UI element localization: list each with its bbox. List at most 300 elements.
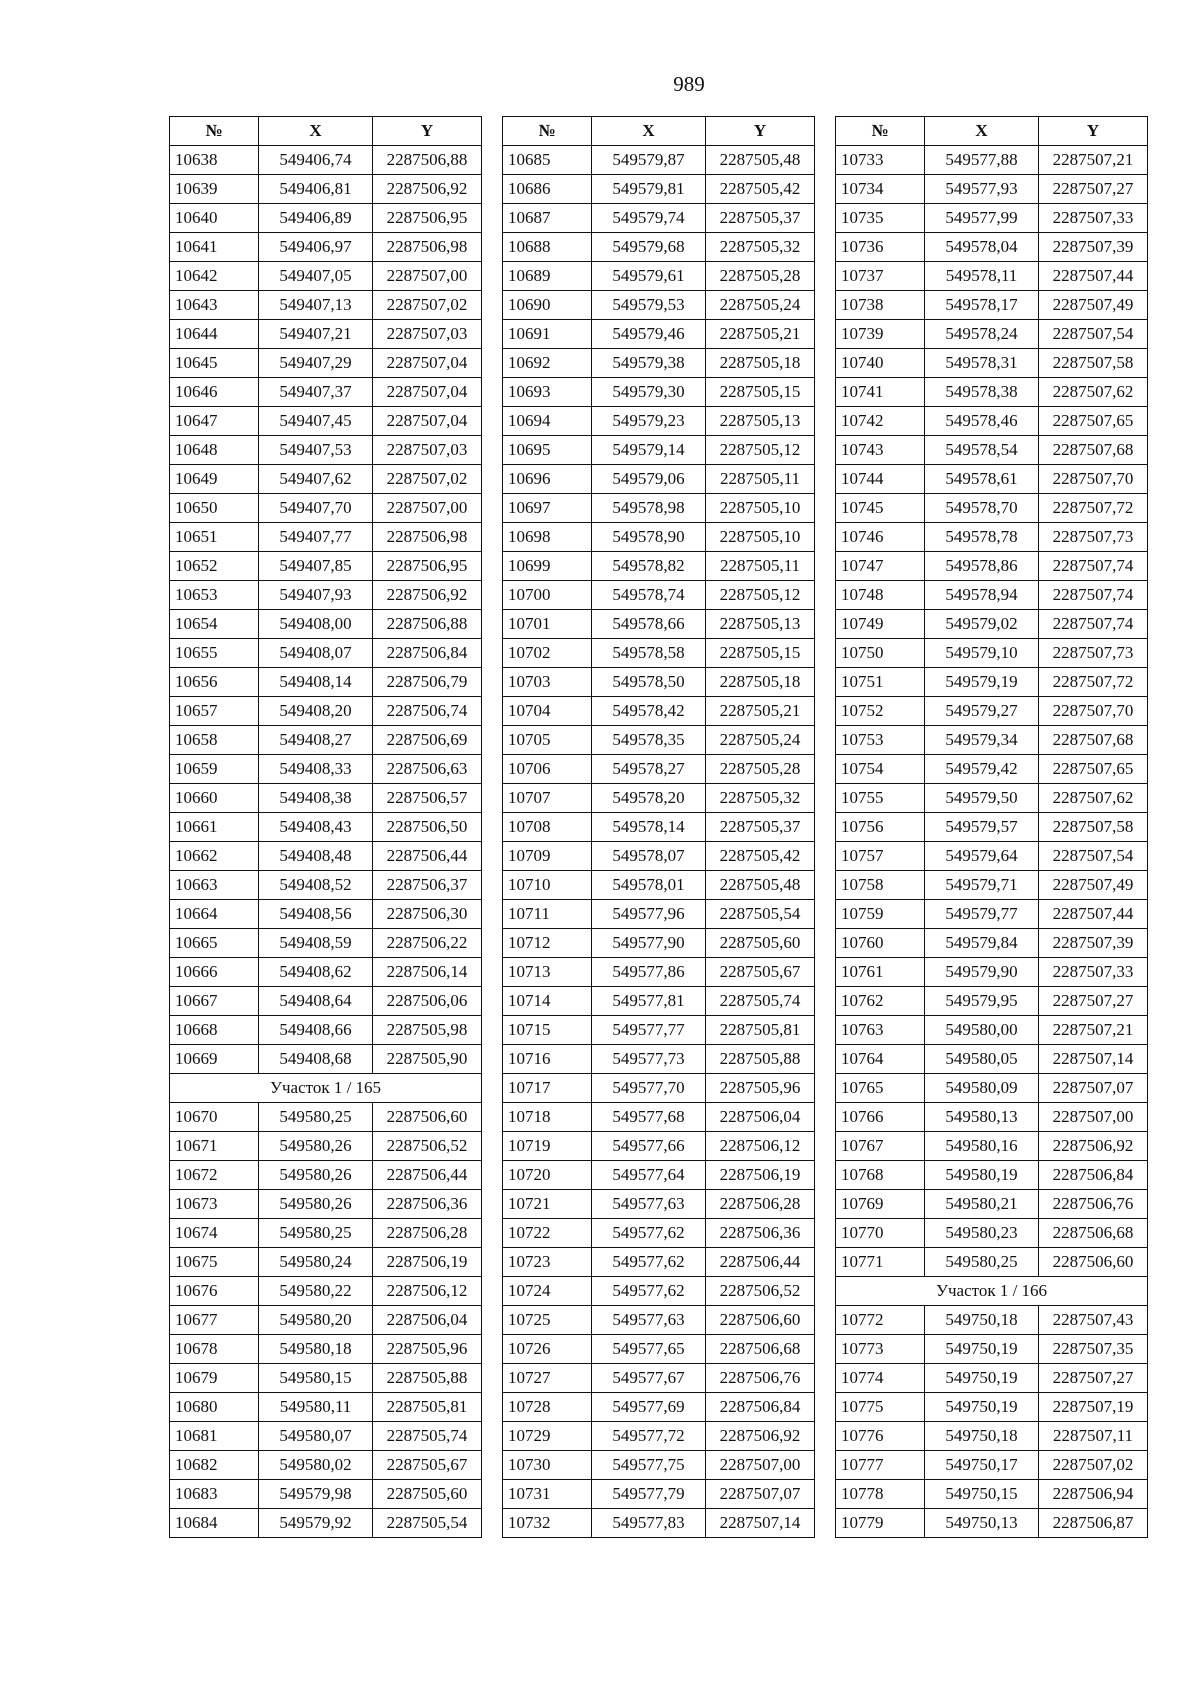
table-row — [836, 842, 1148, 871]
y-coordinate: 2287506,60 — [706, 1306, 815, 1335]
table-row — [170, 204, 482, 233]
header-y: Y — [706, 117, 815, 146]
y-coordinate: 2287506,88 — [373, 610, 482, 639]
table-row — [170, 407, 482, 436]
x-coordinate: 549578,86 — [925, 552, 1039, 581]
y-coordinate: 2287507,14 — [706, 1509, 815, 1538]
x-coordinate: 549580,25 — [259, 1103, 373, 1132]
point-number: 10643 — [170, 291, 259, 320]
table-row — [503, 378, 815, 407]
point-number: 10663 — [170, 871, 259, 900]
x-coordinate: 549407,70 — [259, 494, 373, 523]
table-row — [170, 291, 482, 320]
point-number: 10723 — [503, 1248, 592, 1277]
x-coordinate: 549578,01 — [592, 871, 706, 900]
y-coordinate: 2287506,19 — [373, 1248, 482, 1277]
x-coordinate: 549579,19 — [925, 668, 1039, 697]
table-row — [170, 523, 482, 552]
point-number: 10761 — [836, 958, 925, 987]
x-coordinate: 549408,68 — [259, 1045, 373, 1074]
point-number: 10776 — [836, 1422, 925, 1451]
table-row — [503, 1364, 815, 1393]
x-coordinate: 549580,26 — [259, 1161, 373, 1190]
x-coordinate: 549580,15 — [259, 1364, 373, 1393]
table-row — [836, 262, 1148, 291]
y-coordinate: 2287505,12 — [706, 581, 815, 610]
table-row — [836, 1016, 1148, 1045]
point-number: 10667 — [170, 987, 259, 1016]
y-coordinate: 2287506,06 — [373, 987, 482, 1016]
x-coordinate: 549577,86 — [592, 958, 706, 987]
y-coordinate: 2287506,52 — [373, 1132, 482, 1161]
y-coordinate: 2287507,74 — [1039, 552, 1148, 581]
table-row — [503, 1045, 815, 1074]
x-coordinate: 549408,43 — [259, 813, 373, 842]
table-row — [503, 494, 815, 523]
y-coordinate: 2287506,57 — [373, 784, 482, 813]
x-coordinate: 549407,29 — [259, 349, 373, 378]
y-coordinate: 2287506,12 — [706, 1132, 815, 1161]
x-coordinate: 549578,54 — [925, 436, 1039, 465]
y-coordinate: 2287506,52 — [706, 1277, 815, 1306]
x-coordinate: 549580,26 — [259, 1132, 373, 1161]
point-number: 10707 — [503, 784, 592, 813]
point-number: 10647 — [170, 407, 259, 436]
y-coordinate: 2287507,27 — [1039, 987, 1148, 1016]
x-coordinate: 549579,38 — [592, 349, 706, 378]
point-number: 10758 — [836, 871, 925, 900]
x-coordinate: 549407,45 — [259, 407, 373, 436]
x-coordinate: 549750,13 — [925, 1509, 1039, 1538]
table-header-row — [170, 117, 482, 146]
point-number: 10724 — [503, 1277, 592, 1306]
y-coordinate: 2287505,67 — [373, 1451, 482, 1480]
y-coordinate: 2287506,04 — [373, 1306, 482, 1335]
y-coordinate: 2287507,04 — [373, 407, 482, 436]
x-coordinate: 549577,62 — [592, 1248, 706, 1277]
x-coordinate: 549578,14 — [592, 813, 706, 842]
point-number: 10718 — [503, 1103, 592, 1132]
table-row — [836, 1393, 1148, 1422]
x-coordinate: 549750,19 — [925, 1364, 1039, 1393]
x-coordinate: 549578,20 — [592, 784, 706, 813]
point-number: 10675 — [170, 1248, 259, 1277]
y-coordinate: 2287507,33 — [1039, 204, 1148, 233]
y-coordinate: 2287505,48 — [706, 871, 815, 900]
y-coordinate: 2287506,60 — [1039, 1248, 1148, 1277]
x-coordinate: 549578,31 — [925, 349, 1039, 378]
y-coordinate: 2287506,79 — [373, 668, 482, 697]
y-coordinate: 2287506,84 — [1039, 1161, 1148, 1190]
point-number: 10725 — [503, 1306, 592, 1335]
table-row — [836, 1132, 1148, 1161]
point-number: 10751 — [836, 668, 925, 697]
x-coordinate: 549579,74 — [592, 204, 706, 233]
x-coordinate: 549580,25 — [925, 1248, 1039, 1277]
point-number: 10760 — [836, 929, 925, 958]
x-coordinate: 549578,38 — [925, 378, 1039, 407]
table-row — [503, 639, 815, 668]
table-row — [170, 1277, 482, 1306]
y-coordinate: 2287507,11 — [1039, 1422, 1148, 1451]
x-coordinate: 549578,24 — [925, 320, 1039, 349]
point-number: 10699 — [503, 552, 592, 581]
point-number: 10757 — [836, 842, 925, 871]
table-row — [503, 1219, 815, 1248]
point-number: 10688 — [503, 233, 592, 262]
x-coordinate: 549579,90 — [925, 958, 1039, 987]
table-row — [503, 1335, 815, 1364]
table-row — [503, 842, 815, 871]
point-number: 10719 — [503, 1132, 592, 1161]
x-coordinate: 549579,42 — [925, 755, 1039, 784]
y-coordinate: 2287506,36 — [706, 1219, 815, 1248]
table-row — [170, 813, 482, 842]
point-number: 10659 — [170, 755, 259, 784]
point-number: 10671 — [170, 1132, 259, 1161]
x-coordinate: 549408,14 — [259, 668, 373, 697]
y-coordinate: 2287506,92 — [373, 581, 482, 610]
table-header-row — [503, 117, 815, 146]
y-coordinate: 2287506,28 — [706, 1190, 815, 1219]
y-coordinate: 2287505,96 — [706, 1074, 815, 1103]
table-row — [503, 929, 815, 958]
table-row — [836, 494, 1148, 523]
y-coordinate: 2287505,96 — [373, 1335, 482, 1364]
x-coordinate: 549580,09 — [925, 1074, 1039, 1103]
table-row — [836, 610, 1148, 639]
x-coordinate: 549579,81 — [592, 175, 706, 204]
x-coordinate: 549580,07 — [259, 1422, 373, 1451]
point-number: 10661 — [170, 813, 259, 842]
header-number: № — [503, 117, 592, 146]
point-number: 10674 — [170, 1219, 259, 1248]
table-row — [503, 581, 815, 610]
y-coordinate: 2287505,24 — [706, 726, 815, 755]
table-row — [170, 842, 482, 871]
table-row — [503, 1509, 815, 1538]
x-coordinate: 549577,63 — [592, 1190, 706, 1219]
x-coordinate: 549578,78 — [925, 523, 1039, 552]
x-coordinate: 549750,19 — [925, 1393, 1039, 1422]
table-row — [170, 1045, 482, 1074]
y-coordinate: 2287507,44 — [1039, 262, 1148, 291]
x-coordinate: 549578,46 — [925, 407, 1039, 436]
x-coordinate: 549577,79 — [592, 1480, 706, 1509]
table-row — [170, 349, 482, 378]
y-coordinate: 2287505,18 — [706, 349, 815, 378]
point-number: 10736 — [836, 233, 925, 262]
table-row — [503, 784, 815, 813]
x-coordinate: 549579,46 — [592, 320, 706, 349]
point-number: 10711 — [503, 900, 592, 929]
x-coordinate: 549577,99 — [925, 204, 1039, 233]
point-number: 10709 — [503, 842, 592, 871]
table-row — [836, 987, 1148, 1016]
point-number: 10715 — [503, 1016, 592, 1045]
point-number: 10716 — [503, 1045, 592, 1074]
table-row — [503, 1393, 815, 1422]
x-coordinate: 549578,66 — [592, 610, 706, 639]
point-number: 10676 — [170, 1277, 259, 1306]
x-coordinate: 549577,96 — [592, 900, 706, 929]
point-number: 10754 — [836, 755, 925, 784]
point-number: 10766 — [836, 1103, 925, 1132]
x-coordinate: 549408,27 — [259, 726, 373, 755]
table-row — [836, 1103, 1148, 1132]
point-number: 10731 — [503, 1480, 592, 1509]
point-number: 10654 — [170, 610, 259, 639]
table-row — [170, 1451, 482, 1480]
y-coordinate: 2287507,02 — [373, 465, 482, 494]
x-coordinate: 549577,75 — [592, 1451, 706, 1480]
y-coordinate: 2287506,12 — [373, 1277, 482, 1306]
point-number: 10679 — [170, 1364, 259, 1393]
section-row — [836, 1277, 1148, 1306]
point-number: 10641 — [170, 233, 259, 262]
x-coordinate: 549580,25 — [259, 1219, 373, 1248]
table-row — [836, 958, 1148, 987]
y-coordinate: 2287505,15 — [706, 378, 815, 407]
point-number: 10763 — [836, 1016, 925, 1045]
y-coordinate: 2287506,04 — [706, 1103, 815, 1132]
y-coordinate: 2287507,00 — [373, 494, 482, 523]
y-coordinate: 2287506,44 — [706, 1248, 815, 1277]
y-coordinate: 2287506,60 — [373, 1103, 482, 1132]
x-coordinate: 549580,16 — [925, 1132, 1039, 1161]
x-coordinate: 549579,23 — [592, 407, 706, 436]
y-coordinate: 2287505,10 — [706, 494, 815, 523]
table-row — [836, 581, 1148, 610]
table-row — [503, 1451, 815, 1480]
x-coordinate: 549577,62 — [592, 1219, 706, 1248]
x-coordinate: 549578,50 — [592, 668, 706, 697]
y-coordinate: 2287507,03 — [373, 320, 482, 349]
y-coordinate: 2287507,58 — [1039, 349, 1148, 378]
table-row — [836, 1422, 1148, 1451]
table-row — [170, 784, 482, 813]
table-row — [170, 175, 482, 204]
point-number: 10645 — [170, 349, 259, 378]
table-row — [503, 320, 815, 349]
y-coordinate: 2287507,65 — [1039, 755, 1148, 784]
y-coordinate: 2287507,44 — [1039, 900, 1148, 929]
y-coordinate: 2287505,48 — [706, 146, 815, 175]
point-number: 10649 — [170, 465, 259, 494]
x-coordinate: 549579,34 — [925, 726, 1039, 755]
table-row — [836, 407, 1148, 436]
y-coordinate: 2287507,19 — [1039, 1393, 1148, 1422]
table-row — [836, 639, 1148, 668]
table-row — [170, 1103, 482, 1132]
y-coordinate: 2287507,14 — [1039, 1045, 1148, 1074]
x-coordinate: 549580,22 — [259, 1277, 373, 1306]
x-coordinate: 549407,77 — [259, 523, 373, 552]
x-coordinate: 549408,07 — [259, 639, 373, 668]
table-row — [836, 233, 1148, 262]
y-coordinate: 2287507,70 — [1039, 465, 1148, 494]
point-number: 10738 — [836, 291, 925, 320]
point-number: 10689 — [503, 262, 592, 291]
point-number: 10669 — [170, 1045, 259, 1074]
x-coordinate: 549579,64 — [925, 842, 1039, 871]
point-number: 10681 — [170, 1422, 259, 1451]
point-number: 10729 — [503, 1422, 592, 1451]
table-row — [170, 639, 482, 668]
y-coordinate: 2287505,54 — [373, 1509, 482, 1538]
table-row — [170, 465, 482, 494]
point-number: 10652 — [170, 552, 259, 581]
y-coordinate: 2287506,84 — [706, 1393, 815, 1422]
point-number: 10666 — [170, 958, 259, 987]
table-row — [836, 1364, 1148, 1393]
point-number: 10744 — [836, 465, 925, 494]
y-coordinate: 2287507,62 — [1039, 784, 1148, 813]
point-number: 10714 — [503, 987, 592, 1016]
y-coordinate: 2287507,04 — [373, 349, 482, 378]
table-row — [170, 871, 482, 900]
y-coordinate: 2287507,27 — [1039, 1364, 1148, 1393]
y-coordinate: 2287505,42 — [706, 175, 815, 204]
y-coordinate: 2287506,36 — [373, 1190, 482, 1219]
point-number: 10708 — [503, 813, 592, 842]
point-number: 10733 — [836, 146, 925, 175]
y-coordinate: 2287505,15 — [706, 639, 815, 668]
x-coordinate: 549408,62 — [259, 958, 373, 987]
point-number: 10653 — [170, 581, 259, 610]
point-number: 10680 — [170, 1393, 259, 1422]
table-row — [170, 1364, 482, 1393]
y-coordinate: 2287505,21 — [706, 697, 815, 726]
coordinates-table-3 — [835, 116, 1148, 1538]
point-number: 10739 — [836, 320, 925, 349]
y-coordinate: 2287506,95 — [373, 552, 482, 581]
table-row — [170, 755, 482, 784]
y-coordinate: 2287507,04 — [373, 378, 482, 407]
table-row — [170, 929, 482, 958]
point-number: 10726 — [503, 1335, 592, 1364]
y-coordinate: 2287506,19 — [706, 1161, 815, 1190]
x-coordinate: 549407,13 — [259, 291, 373, 320]
x-coordinate: 549408,59 — [259, 929, 373, 958]
y-coordinate: 2287506,92 — [706, 1422, 815, 1451]
table-row — [503, 1277, 815, 1306]
point-number: 10722 — [503, 1219, 592, 1248]
table-row — [836, 436, 1148, 465]
y-coordinate: 2287507,65 — [1039, 407, 1148, 436]
y-coordinate: 2287507,74 — [1039, 581, 1148, 610]
point-number: 10721 — [503, 1190, 592, 1219]
x-coordinate: 549578,98 — [592, 494, 706, 523]
coordinates-table-1 — [169, 116, 482, 1538]
x-coordinate: 549577,77 — [592, 1016, 706, 1045]
table-row — [836, 1480, 1148, 1509]
point-number: 10658 — [170, 726, 259, 755]
table-row — [170, 552, 482, 581]
table-row — [503, 697, 815, 726]
point-number: 10691 — [503, 320, 592, 349]
x-coordinate: 549580,18 — [259, 1335, 373, 1364]
x-coordinate: 549406,97 — [259, 233, 373, 262]
point-number: 10771 — [836, 1248, 925, 1277]
y-coordinate: 2287505,13 — [706, 610, 815, 639]
table-row — [170, 1161, 482, 1190]
y-coordinate: 2287505,28 — [706, 262, 815, 291]
table-row — [170, 1248, 482, 1277]
y-coordinate: 2287506,95 — [373, 204, 482, 233]
point-number: 10740 — [836, 349, 925, 378]
point-number: 10664 — [170, 900, 259, 929]
x-coordinate: 549577,67 — [592, 1364, 706, 1393]
x-coordinate: 549578,90 — [592, 523, 706, 552]
y-coordinate: 2287507,21 — [1039, 146, 1148, 175]
x-coordinate: 549578,94 — [925, 581, 1039, 610]
point-number: 10773 — [836, 1335, 925, 1364]
table-row — [503, 871, 815, 900]
point-number: 10775 — [836, 1393, 925, 1422]
y-coordinate: 2287507,54 — [1039, 842, 1148, 871]
table-row — [836, 755, 1148, 784]
x-coordinate: 549577,83 — [592, 1509, 706, 1538]
x-coordinate: 549406,89 — [259, 204, 373, 233]
y-coordinate: 2287505,10 — [706, 523, 815, 552]
point-number: 10693 — [503, 378, 592, 407]
header-number: № — [836, 117, 925, 146]
y-coordinate: 2287505,42 — [706, 842, 815, 871]
point-number: 10767 — [836, 1132, 925, 1161]
table-row — [836, 726, 1148, 755]
y-coordinate: 2287507,00 — [1039, 1103, 1148, 1132]
table-row — [503, 1132, 815, 1161]
table-row — [170, 1016, 482, 1045]
point-number: 10662 — [170, 842, 259, 871]
x-coordinate: 549577,62 — [592, 1277, 706, 1306]
y-coordinate: 2287507,73 — [1039, 639, 1148, 668]
table-row — [503, 1016, 815, 1045]
x-coordinate: 549577,70 — [592, 1074, 706, 1103]
table-row — [170, 1190, 482, 1219]
point-number: 10639 — [170, 175, 259, 204]
x-coordinate: 549578,70 — [925, 494, 1039, 523]
x-coordinate: 549407,93 — [259, 581, 373, 610]
x-coordinate: 549579,71 — [925, 871, 1039, 900]
table-row — [503, 465, 815, 494]
table-row — [170, 610, 482, 639]
point-number: 10695 — [503, 436, 592, 465]
y-coordinate: 2287506,37 — [373, 871, 482, 900]
table-header-row — [836, 117, 1148, 146]
point-number: 10670 — [170, 1103, 259, 1132]
table-row — [170, 900, 482, 929]
table-row — [503, 436, 815, 465]
table-row — [836, 146, 1148, 175]
y-coordinate: 2287506,28 — [373, 1219, 482, 1248]
table-row — [503, 175, 815, 204]
x-coordinate: 549408,00 — [259, 610, 373, 639]
y-coordinate: 2287505,74 — [706, 987, 815, 1016]
x-coordinate: 549408,52 — [259, 871, 373, 900]
point-number: 10682 — [170, 1451, 259, 1480]
y-coordinate: 2287505,37 — [706, 204, 815, 233]
point-number: 10638 — [170, 146, 259, 175]
point-number: 10665 — [170, 929, 259, 958]
x-coordinate: 549577,93 — [925, 175, 1039, 204]
point-number: 10706 — [503, 755, 592, 784]
x-coordinate: 549408,64 — [259, 987, 373, 1016]
y-coordinate: 2287507,54 — [1039, 320, 1148, 349]
point-number: 10673 — [170, 1190, 259, 1219]
y-coordinate: 2287507,00 — [706, 1451, 815, 1480]
